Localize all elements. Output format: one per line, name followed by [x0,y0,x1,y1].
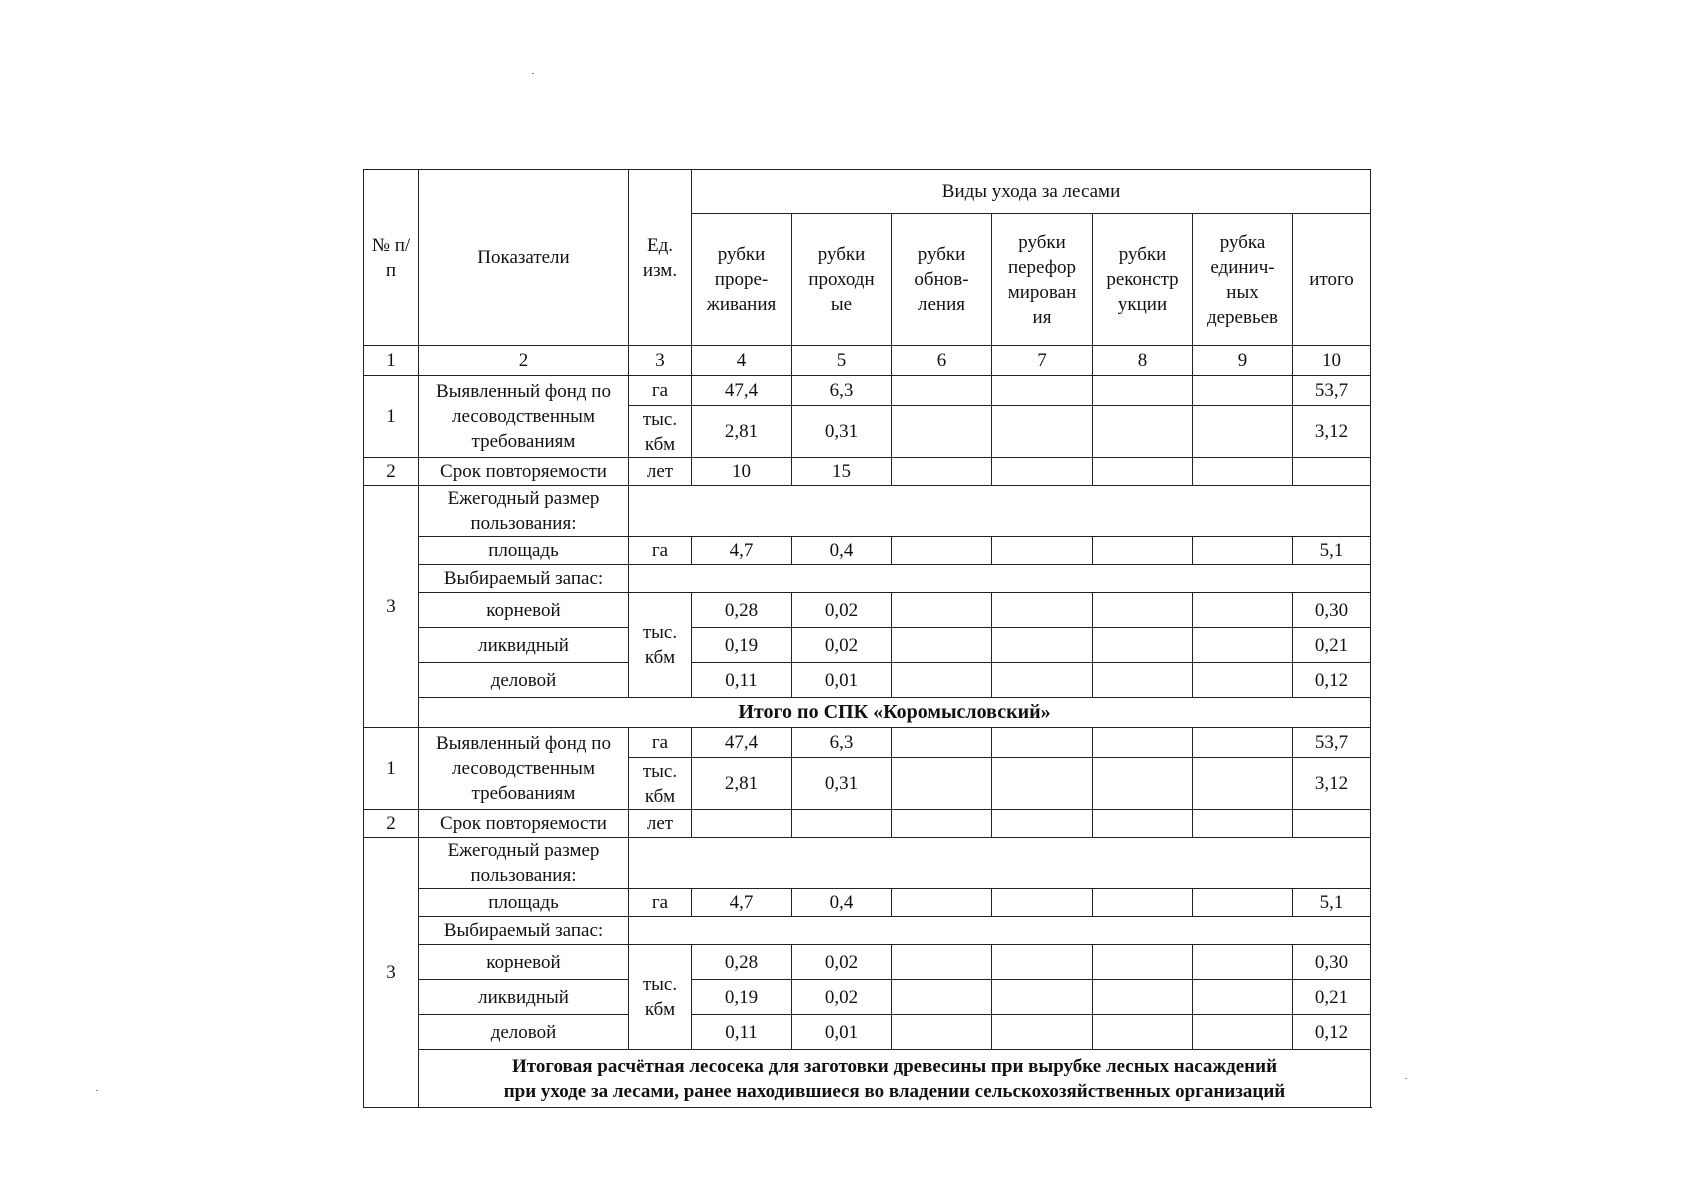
header-indicators: Показатели [419,170,629,346]
row-label: Выявленный фонд по лесоводственным требованиям [419,376,629,458]
value-cell: 0,11 [692,1015,792,1050]
value-cell: 0,02 [792,980,892,1015]
value-cell: 0,19 [692,628,792,663]
value-cell: 0,12 [1293,1015,1371,1050]
value-cell [1293,810,1371,838]
value-cell [1093,593,1193,628]
row-number: 1 [364,728,419,810]
row-label: площадь [419,537,629,565]
value-cell: 0,02 [792,593,892,628]
row-number: 1 [364,376,419,458]
value-cell: 4,7 [692,889,792,917]
unit-cell: га [629,376,692,406]
unit-cell: тыс. кбм [629,406,692,458]
value-cell [992,628,1093,663]
value-cell: 0,02 [792,945,892,980]
value-cell [1193,628,1293,663]
footer-line-2: при уходе за лесами, ранее находившиеся во владении сельскохозяйственных организаций [503,1080,1286,1102]
value-cell [892,945,992,980]
value-cell [792,810,892,838]
unit-cell: тыс. кбм [629,758,692,810]
value-cell [1193,663,1293,698]
value-cell [1193,980,1293,1015]
value-cell [1193,810,1293,838]
value-cell: 0,4 [792,537,892,565]
footer-title [419,1050,1371,1108]
value-cell [1193,458,1293,486]
value-cell: 0,31 [792,406,892,458]
column-number: 9 [1193,346,1293,376]
row-label: ликвидный [419,980,629,1015]
value-cell [692,810,792,838]
value-cell [992,537,1093,565]
header-col-line: рубки [717,244,766,265]
value-cell: 3,12 [1293,758,1371,810]
column-number: 6 [892,346,992,376]
unit-cell: лет [629,458,692,486]
value-cell [892,980,992,1015]
value-cell [892,889,992,917]
header-col-3 [892,214,992,346]
value-cell [1193,406,1293,458]
value-cell: 6,3 [792,728,892,758]
value-cell: 0,30 [1293,945,1371,980]
column-number: 8 [1093,346,1193,376]
value-cell: 0,01 [792,663,892,698]
header-col-line: ия [1032,306,1052,328]
unit-cell: га [629,728,692,758]
blank-cell [629,917,1371,945]
value-cell [992,728,1093,758]
header-col-line: рубки [917,244,966,265]
column-number: 4 [692,346,792,376]
value-cell [992,758,1093,810]
value-cell [1093,663,1193,698]
row-number: 2 [364,458,419,486]
row-label: Выявленный фонд по лесоводственным требованиям [419,728,629,810]
value-cell: 4,7 [692,537,792,565]
value-cell [992,458,1093,486]
value-cell [892,376,992,406]
value-cell: 53,7 [1293,376,1371,406]
value-cell [1093,945,1193,980]
header-col-line: обнов- [914,269,969,290]
header-col-7 [1293,214,1371,346]
value-cell: 47,4 [692,728,792,758]
row-number: 3 [364,838,419,1108]
unit-cell: га [629,889,692,917]
blank-cell [629,565,1371,593]
value-cell [992,945,1093,980]
header-col-6 [1193,214,1293,346]
column-number: 7 [992,346,1093,376]
value-cell [1093,889,1193,917]
value-cell [1093,980,1193,1015]
value-cell [1093,458,1193,486]
footer-line-1: Итоговая расчётная лесосека для заготовки древесины при вырубке лесных насаждений [511,1055,1278,1077]
value-cell [892,458,992,486]
value-cell: 0,12 [1293,663,1371,698]
value-cell [1193,537,1293,565]
scan-speck [1405,1078,1407,1079]
value-cell: 0,28 [692,945,792,980]
blank-cell [629,838,1371,889]
row-label: Срок повторяемости [419,458,629,486]
value-cell: 47,4 [692,376,792,406]
value-cell [892,663,992,698]
header-col-5 [1093,214,1193,346]
value-cell [1093,810,1193,838]
header-group-title: Виды ухода за лесами [692,170,1371,214]
value-cell [1093,1015,1193,1050]
value-cell: 2,81 [692,406,792,458]
value-cell [1093,728,1193,758]
header-col-line: мирован [1007,281,1077,303]
row-label: Выбираемый запас: [419,917,629,945]
header-col-line: реконстр [1106,269,1179,290]
row-label: ликвидный [419,628,629,663]
value-cell: 0,11 [692,663,792,698]
row-label: Ежегодный размер пользования: [419,486,629,537]
value-cell [1093,537,1193,565]
header-col-line: проре- [714,269,769,290]
value-cell: 0,4 [792,889,892,917]
row-label: деловой [419,1015,629,1050]
value-cell [1193,945,1293,980]
value-cell: 3,12 [1293,406,1371,458]
value-cell: 0,31 [792,758,892,810]
header-col-line: перефор [1007,256,1077,278]
header-col-1 [692,214,792,346]
value-cell: 2,81 [692,758,792,810]
header-col-line: рубки [1118,244,1167,265]
row-label: корневой [419,945,629,980]
header-col-line: рубка [1219,231,1266,253]
value-cell: 0,28 [692,593,792,628]
header-col-line: ных [1226,281,1259,303]
value-cell [892,758,992,810]
value-cell [992,1015,1093,1050]
value-cell: 5,1 [1293,537,1371,565]
row-label: Выбираемый запас: [419,565,629,593]
value-cell [892,728,992,758]
value-cell: 0,21 [1293,628,1371,663]
value-cell [892,628,992,663]
value-cell [992,593,1093,628]
value-cell [1093,758,1193,810]
header-col-line: итого [1309,269,1354,290]
column-number: 5 [792,346,892,376]
header-num: № п/п [364,170,419,346]
value-cell [992,376,1093,406]
header-col-line: единич- [1210,256,1275,278]
value-cell [1193,1015,1293,1050]
value-cell [992,663,1093,698]
unit-cell: лет [629,810,692,838]
column-number: 3 [629,346,692,376]
value-cell [992,980,1093,1015]
scan-speck [96,1090,98,1091]
value-cell [892,537,992,565]
value-cell [1193,758,1293,810]
value-cell [1293,458,1371,486]
row-label: деловой [419,663,629,698]
header-col-line: ления [918,294,965,315]
value-cell: 53,7 [1293,728,1371,758]
value-cell [892,593,992,628]
row-label: Срок повторяемости [419,810,629,838]
value-cell: 0,21 [1293,980,1371,1015]
value-cell [992,810,1093,838]
row-number: 3 [364,486,419,728]
value-cell: 0,30 [1293,593,1371,628]
blank-cell [629,486,1371,537]
value-cell: 0,01 [792,1015,892,1050]
value-cell [892,406,992,458]
unit-cell: га [629,537,692,565]
row-number: 2 [364,810,419,838]
value-cell [1193,728,1293,758]
unit-cell: тыс. кбм [629,945,692,1050]
value-cell [1093,376,1193,406]
row-label: корневой [419,593,629,628]
header-col-line: ые [830,294,853,315]
unit-cell: тыс. кбм [629,593,692,698]
subtotal-title: Итого по СПК «Коромысловский» [419,698,1371,728]
header-col-2 [792,214,892,346]
value-cell: 5,1 [1293,889,1371,917]
column-number: 10 [1293,346,1371,376]
header-unit: Ед. изм. [629,170,692,346]
header-col-4 [992,214,1093,346]
value-cell [1093,628,1193,663]
value-cell [1193,593,1293,628]
value-cell [892,1015,992,1050]
header-col-line: проходн [808,269,875,290]
value-cell: 10 [692,458,792,486]
value-cell [992,406,1093,458]
column-number: 1 [364,346,419,376]
value-cell [1093,406,1193,458]
scan-speck [532,73,534,74]
value-cell [1193,376,1293,406]
value-cell: 15 [792,458,892,486]
row-label: площадь [419,889,629,917]
value-cell: 0,02 [792,628,892,663]
value-cell [992,889,1093,917]
document-sheet [363,169,1370,1108]
header-col-line: укции [1117,294,1168,315]
value-cell [1193,889,1293,917]
value-cell: 0,19 [692,980,792,1015]
forest-care-table [363,169,1371,1108]
header-col-line: рубки [1018,231,1066,253]
header-col-line: деревьев [1206,306,1279,328]
column-number: 2 [419,346,629,376]
row-label: Ежегодный размер пользования: [419,838,629,889]
header-col-line: рубки [817,244,866,265]
value-cell [892,810,992,838]
value-cell: 6,3 [792,376,892,406]
header-col-line: живания [706,294,777,315]
